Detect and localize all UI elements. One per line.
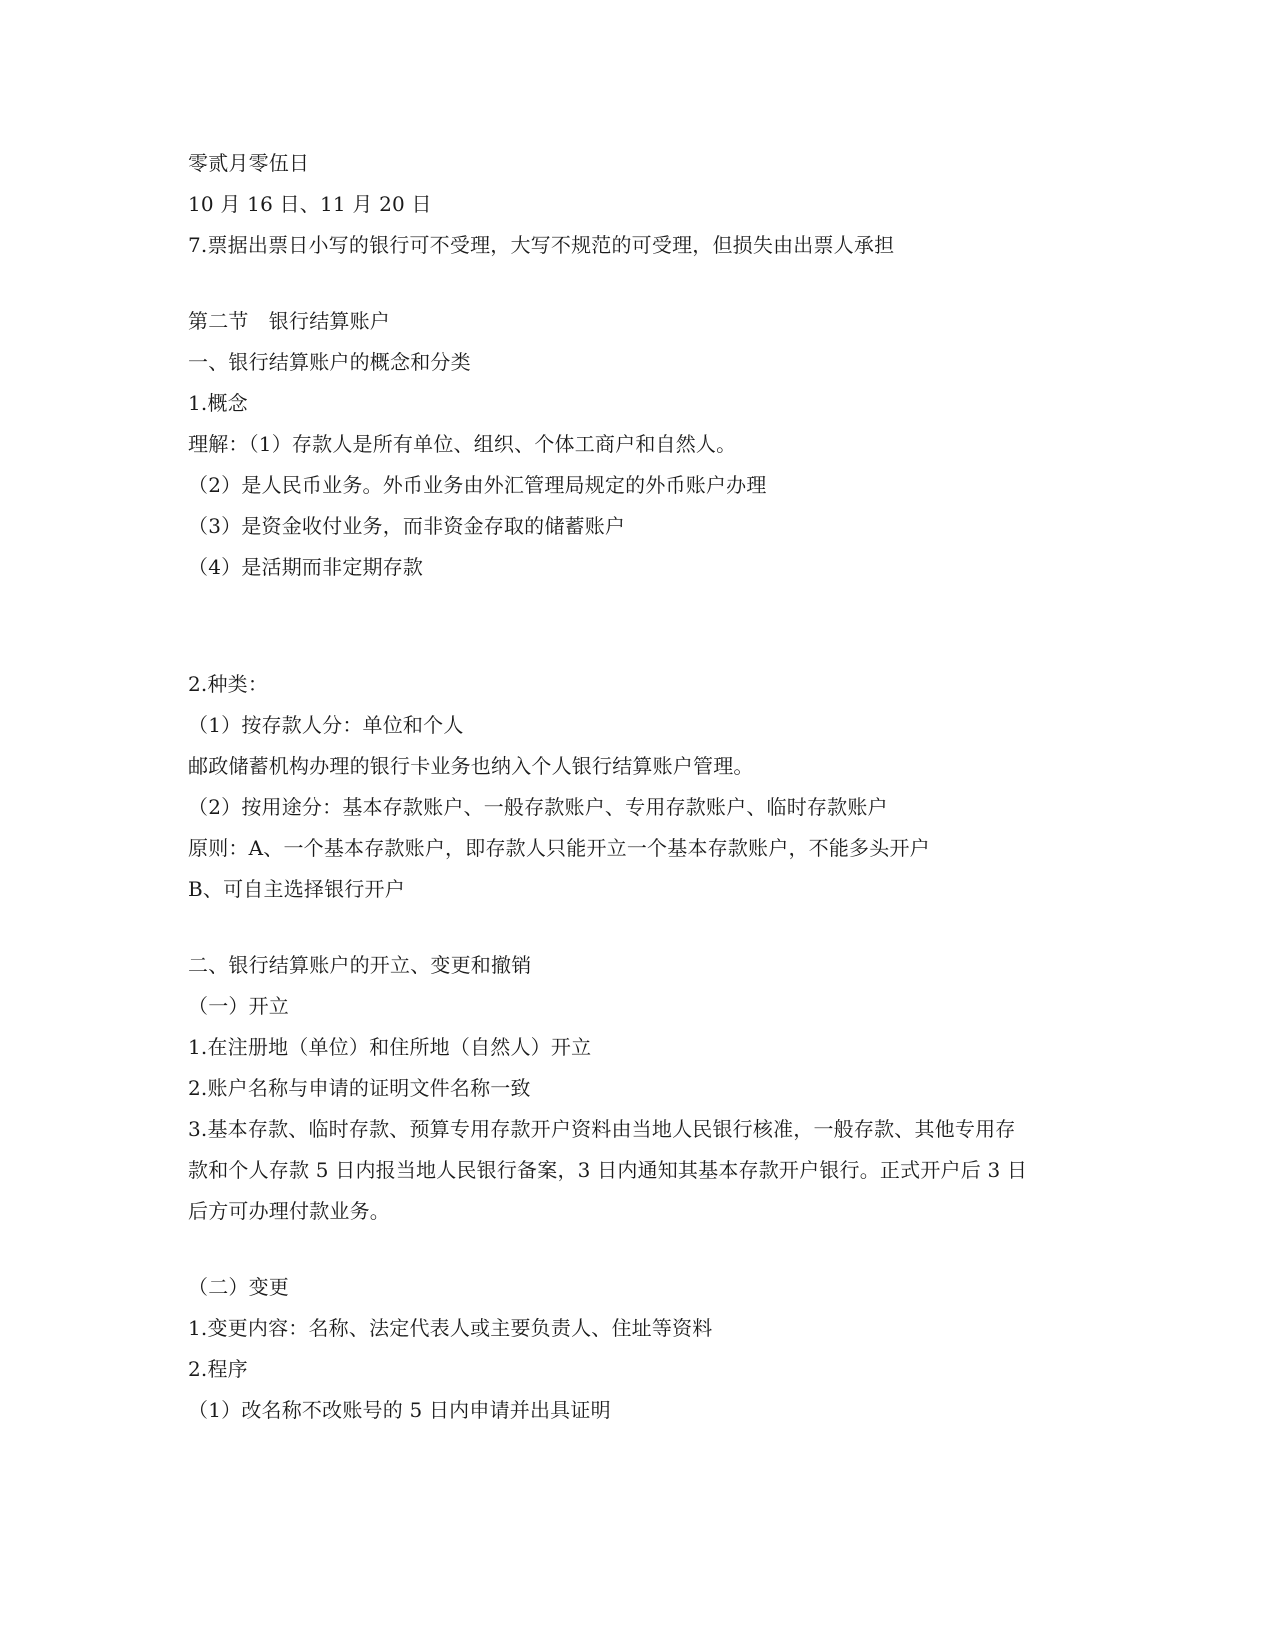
types-heading: 2.种类： xyxy=(188,672,269,696)
postal-note: 邮政储蓄机构办理的银行卡业务也纳入个人银行结算账户管理。 xyxy=(188,754,754,778)
date-examples: 10 月 16 日、11 月 20 日 xyxy=(188,192,432,216)
concept-heading: 1.概念 xyxy=(188,391,248,415)
opening-item-2: 2.账户名称与申请的证明文件名称一致 xyxy=(188,1076,531,1100)
change-item-2: 2.程序 xyxy=(188,1357,248,1381)
principle-b: B、可自主选择银行开户 xyxy=(188,877,405,901)
understanding-item-1: 理解：（1）存款人是所有单位、组织、个体工商户和自然人。 xyxy=(188,432,737,456)
opening-item-1: 1.在注册地（单位）和住所地（自然人）开立 xyxy=(188,1035,592,1059)
opening-item-3-line-3: 后方可办理付款业务。 xyxy=(188,1199,390,1223)
change-item-2-sub-1: （1）改名称不改账号的 5 日内申请并出具证明 xyxy=(188,1398,611,1422)
subsection-heading: 一、银行结算账户的概念和分类 xyxy=(188,350,471,374)
understanding-item-3: （3）是资金收付业务，而非资金存取的储蓄账户 xyxy=(188,514,626,538)
types-item-1: （1）按存款人分：单位和个人 xyxy=(188,713,464,737)
principle-a: 原则：A、一个基本存款账户，即存款人只能开立一个基本存款账户，不能多头开户 xyxy=(188,836,930,860)
change-heading: （二）变更 xyxy=(188,1275,289,1299)
change-item-1: 1.变更内容：名称、法定代表人或主要负责人、住址等资料 xyxy=(188,1316,713,1340)
opening-item-3-line-2: 款和个人存款 5 日内报当地人民银行备案，3 日内通知其基本存款开户银行。正式开户后 3 日 xyxy=(188,1158,1028,1182)
opening-heading: （一）开立 xyxy=(188,994,289,1018)
understanding-item-4: （4）是活期而非定期存款 xyxy=(188,555,424,579)
opening-item-3-line-1: 3.基本存款、临时存款、预算专用存款开户资料由当地人民银行核准，一般存款、其他专用存 xyxy=(188,1117,1016,1141)
rule-7-text: 7.票据出票日小写的银行可不受理，大写不规范的可受理，但损失由出票人承担 xyxy=(188,233,895,257)
types-item-2: （2）按用途分：基本存款账户、一般存款账户、专用存款账户、临时存款账户 xyxy=(188,795,888,819)
section-heading: 第二节 银行结算账户 xyxy=(188,309,390,333)
date-uppercase-example: 零贰月零伍日 xyxy=(188,151,310,175)
subsection-heading-2: 二、银行结算账户的开立、变更和撤销 xyxy=(188,953,532,977)
understanding-item-2: （2）是人民币业务。外币业务由外汇管理局规定的外币账户办理 xyxy=(188,473,767,497)
